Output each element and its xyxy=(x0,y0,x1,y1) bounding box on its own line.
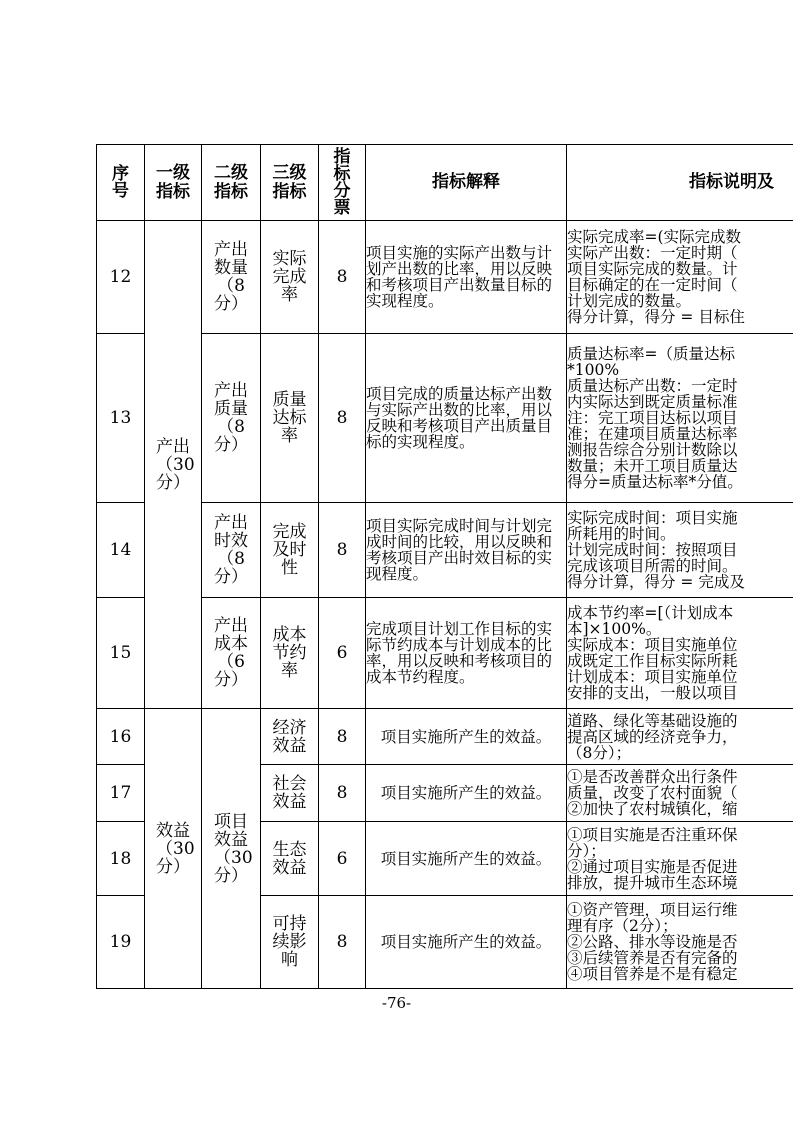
desc-line: 计划成本：项目实施单位 xyxy=(567,668,738,686)
desc-line: 分）； xyxy=(567,841,606,860)
desc-line: ②公路、排水等设施是否 xyxy=(567,933,738,951)
header-desc: 指标说明及 xyxy=(567,145,793,221)
level3-indicator: 成本节约率 xyxy=(261,598,319,709)
row-explain: 项目实施所产生的效益。 xyxy=(366,896,567,989)
desc-line: 注：完工项目达标以项目 xyxy=(567,409,738,427)
row-desc xyxy=(567,896,793,989)
row-desc xyxy=(567,598,793,709)
desc-line: 内实际达到既定质量标准 xyxy=(567,393,738,411)
row-desc xyxy=(567,221,793,334)
level2-cost: 产出成本（6分） xyxy=(202,598,261,709)
desc-line: 得分=质量达标率*分值。 xyxy=(567,473,743,491)
header-level2: 二级指标 xyxy=(202,145,261,221)
row-score: 6 xyxy=(319,822,366,896)
row-explain: 完成项目计划工作目标的实际节约成本与计划成本的比率，用以反映和考核项目的成本节约程度。 xyxy=(366,598,567,709)
row-score: 8 xyxy=(319,709,366,765)
row-seq: 14 xyxy=(97,503,145,598)
table-row xyxy=(97,334,793,503)
row-seq: 13 xyxy=(97,334,145,503)
desc-line: ①是否改善群众出行条件 xyxy=(567,768,738,786)
desc-line: 项目实际完成的数量。计 xyxy=(567,260,738,278)
desc-line: 实际完成时间：项目实施 xyxy=(567,509,738,527)
level2-quantity: 产出数量（8分） xyxy=(202,221,261,334)
page-number: -76- xyxy=(381,994,412,1012)
row-score: 8 xyxy=(319,221,366,334)
desc-line: 所耗用的时间。 xyxy=(567,525,676,543)
row-explain: 项目实施所产生的效益。 xyxy=(366,709,567,765)
desc-line: 质量，改变了农村面貌（ xyxy=(567,784,738,802)
row-seq: 16 xyxy=(97,709,145,765)
desc-line: 成既定工作目标实际所耗 xyxy=(567,652,738,670)
desc-line: 数量；未开工项目质量达 xyxy=(567,457,738,475)
desc-line: 理有序（2分）； xyxy=(567,917,678,935)
header-score: 指标分票 xyxy=(319,145,366,221)
desc-line: ①项目实施是否注重环保 xyxy=(567,825,738,844)
desc-line: ②加快了农村城镇化，缩 xyxy=(567,800,738,818)
header-seq: 序号 xyxy=(97,145,145,221)
desc-line: 道路、绿化等基础设施的 xyxy=(567,711,738,730)
desc-line: ①资产管理，项目运行维 xyxy=(567,901,738,919)
desc-line: 排放，提升城市生态环境 xyxy=(567,873,738,892)
row-score: 6 xyxy=(319,598,366,709)
level2-timeliness: 产出时效（8分） xyxy=(202,503,261,598)
level1-benefit: 效益（30分） xyxy=(145,709,202,989)
row-score: 8 xyxy=(319,896,366,989)
row-seq: 12 xyxy=(97,221,145,334)
row-score: 8 xyxy=(319,503,366,598)
level3-indicator: 可持续影响 xyxy=(261,896,319,989)
desc-line: 提高区域的经济竞争力， xyxy=(567,727,738,746)
desc-line: 计划完成的数量。 xyxy=(567,292,692,310)
header-explain: 指标解释 xyxy=(366,145,567,221)
header-level3: 三级指标 xyxy=(261,145,319,221)
table-row xyxy=(97,221,793,334)
table-row xyxy=(97,503,793,598)
desc-line: 安排的支出，一般以项目 xyxy=(567,684,738,702)
level3-indicator: 质量达标率 xyxy=(261,334,319,503)
desc-line: 测报告综合分别计数除以 xyxy=(567,441,738,459)
row-score: 8 xyxy=(319,765,366,822)
desc-line: 质量达标产出数：一定时 xyxy=(567,377,738,395)
header-row xyxy=(97,145,793,221)
level3-indicator: 完成及时性 xyxy=(261,503,319,598)
desc-line: ③后续管养是否有完备的 xyxy=(567,949,738,967)
row-explain: 项目实际完成时间与计划完成时间的比较，用以反映和考核项目产出时效目标的实现程度。 xyxy=(366,503,567,598)
row-desc xyxy=(567,709,793,765)
level3-indicator: 实际完成率 xyxy=(261,221,319,334)
desc-line: 实际产出数：一定时期（ xyxy=(567,244,738,262)
row-desc xyxy=(567,334,793,503)
row-seq: 17 xyxy=(97,765,145,822)
level3-indicator: 生态效益 xyxy=(261,822,319,896)
row-seq: 15 xyxy=(97,598,145,709)
level3-indicator: 经济效益 xyxy=(261,709,319,765)
performance-indicator-table xyxy=(96,144,793,989)
row-desc xyxy=(567,765,793,822)
row-explain: 项目完成的质量达标产出数与实际产出数的比率，用以反映和考核项目产出质量目标的实现程度。 xyxy=(366,334,567,503)
desc-line: *100% xyxy=(567,361,620,379)
row-score: 8 xyxy=(319,334,366,503)
row-seq: 18 xyxy=(97,822,145,896)
desc-line: 完成该项目所需的时间。 xyxy=(567,557,738,575)
desc-line: ④项目管养是不是有稳定 xyxy=(567,965,738,983)
row-explain: 项目实施的实际产出数与计划产出数的比率，用以反映和考核项目产出数量目标的实现程度。 xyxy=(366,221,567,334)
row-explain: 项目实施所产生的效益。 xyxy=(366,765,567,822)
row-explain: 项目实施所产生的效益。 xyxy=(366,822,567,896)
desc-line: 计划完成时间：按照项目 xyxy=(567,541,738,559)
level2-quality: 产出质量（8分） xyxy=(202,334,261,503)
desc-line: 质量达标率=（质量达标 xyxy=(567,345,735,363)
desc-line: 目标确定的在一定时间（ xyxy=(567,276,738,294)
row-desc xyxy=(567,503,793,598)
desc-line: 准；在建项目质量达标率 xyxy=(567,425,738,443)
level1-output: 产出（30分） xyxy=(145,221,202,709)
desc-line: （8分）； xyxy=(567,743,632,762)
desc-line: 实际成本：项目实施单位 xyxy=(567,636,738,654)
desc-line: 实际完成率=(实际完成数 xyxy=(567,228,742,246)
level3-indicator: 社会效益 xyxy=(261,765,319,822)
desc-line: 得分计算，得分 = 目标住 xyxy=(567,308,745,326)
table-row xyxy=(97,709,793,765)
table-row xyxy=(97,598,793,709)
row-desc xyxy=(567,822,793,896)
desc-line: 得分计算，得分 = 完成及 xyxy=(567,573,745,591)
header-level1: 一级指标 xyxy=(145,145,202,221)
level2-benefit: 项目效益（30分） xyxy=(202,709,261,989)
desc-line: ②通过项目实施是否促进 xyxy=(567,857,738,876)
row-seq: 19 xyxy=(97,896,145,989)
desc-line: 成本节约率=[（计划成本 xyxy=(567,604,734,622)
desc-line: 本]×100%。 xyxy=(567,620,662,638)
